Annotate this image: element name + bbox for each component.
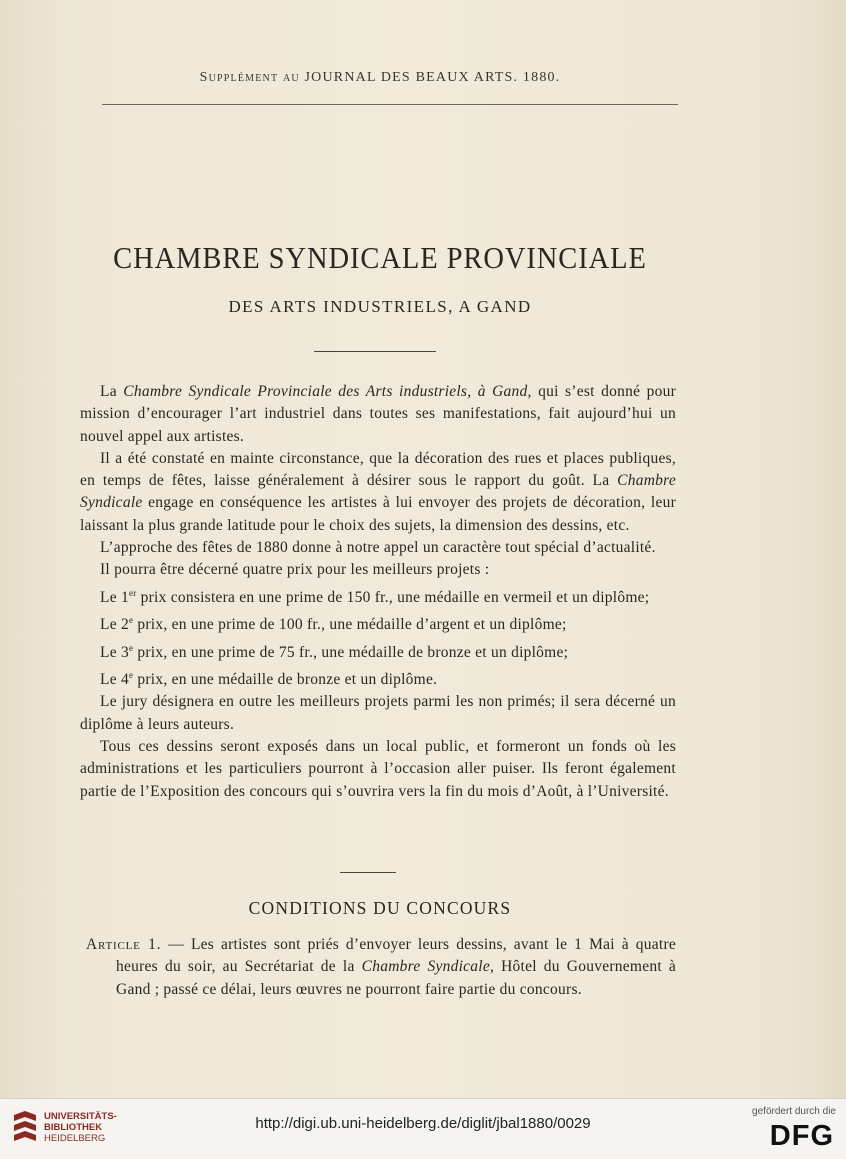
text-run: Le 4 xyxy=(100,671,129,689)
text-run: prix, en une médaille de bronze et un diplôme. xyxy=(133,671,438,689)
italic-text: Chambre Syndicale xyxy=(80,472,676,512)
library-name-line: HEIDELBERG xyxy=(44,1133,106,1144)
journal-name: JOURNAL DES BEAUX ARTS. xyxy=(304,70,519,85)
text-run: Il a été constaté en mainte circonstance, que la décoration des rues et places publiques, en temps de fêtes, laisse généralement à désirer sous le rapport du goût. La xyxy=(80,449,676,490)
section-heading: CONDITIONS DU CONCOURS xyxy=(248,898,512,918)
italic-text: Chambre Syndicale Provinciale des Arts industriels, à Gand, xyxy=(123,383,532,400)
article-label: Article 1. xyxy=(86,936,162,953)
text-run: engage en conséquence les artistes à lui envoyer des projets de décoration, leur laissant la plus grande latitude pour le choix des sujets, la dimension des dessins, etc. xyxy=(80,494,676,534)
viewer-footer xyxy=(0,1098,846,1159)
paragraph: Il pourra être décerné quatre prix pour les meilleurs projets : xyxy=(100,561,490,579)
funding-caption: gefördert durch die xyxy=(752,1106,836,1117)
page-subtitle: DES ARTS INDUSTRIELS, A GAND xyxy=(228,297,532,316)
supplement-label: Supplément au xyxy=(199,70,300,85)
library-name-line: UNIVERSITÄTS- xyxy=(44,1111,117,1122)
ordinal-suffix: er xyxy=(128,587,137,598)
ordinal-suffix: e xyxy=(128,670,134,681)
title-divider xyxy=(314,351,436,352)
library-name-line: BIBLIOTHEK xyxy=(44,1122,103,1133)
paragraph: Tous ces dessins seront exposés dans un local public, et formeront un fonds où les administrations et les particuliers pourront à l’occasion aller puiser. Ils feront également partie de l’Exposition des concours qui s’ouvrira vers la fin du mois d’Août, à l’Université. xyxy=(80,738,676,800)
running-header xyxy=(0,70,760,86)
paragraph xyxy=(80,448,676,537)
text-run: prix, en une prime de 75 fr., une médaille de bronze et un diplôme; xyxy=(133,643,569,661)
dfg-logo[interactable]: DFG xyxy=(769,1120,834,1152)
text-run: — Les artistes sont priés d’envoyer leurs dessins, avant le 1 Mai à quatre heures du soir, au Secrétariat de la xyxy=(116,936,677,976)
page-title: CHAMBRE SYNDICALE PROVINCIALE xyxy=(113,240,647,275)
body-text xyxy=(80,381,676,803)
text-run: Le 3 xyxy=(100,643,129,661)
text-run: qui s’est donné pour mission d’encourager l’art industriel dans toutes ses manifestations, fait aujourd’hui un nouvel appel aux artistes. xyxy=(80,383,676,445)
ordinal-suffix: e xyxy=(128,615,134,626)
text-run: La xyxy=(100,383,124,400)
prize-item xyxy=(80,664,676,691)
text-run: Le 2 xyxy=(100,616,129,634)
journal-year: 1880. xyxy=(522,70,561,85)
prize-item xyxy=(80,609,676,636)
text-run: , Hôtel du Gouvernement à Gand ; passé ce délai, leurs œuvres ne pourront faire partie du concours. xyxy=(116,958,676,998)
prize-item xyxy=(80,637,676,664)
article-1 xyxy=(86,934,676,1001)
section-divider xyxy=(340,872,396,873)
italic-text: Chambre Syndicale xyxy=(361,958,490,976)
paragraph: Le jury désignera en outre les meilleurs projets parmi les non primés; il sera décerné un diplôme à leurs auteurs. xyxy=(80,693,676,733)
prize-item xyxy=(80,582,676,609)
permalink-url[interactable]: http://digi.ub.uni-heidelberg.de/diglit/jbal1880/0029 xyxy=(255,1115,591,1132)
text-run: prix, en une prime de 100 fr., une médaille d’argent et un diplôme; xyxy=(133,616,567,634)
text-run: prix consistera en une prime de 150 fr., une médaille en vermeil et un diplôme; xyxy=(136,588,650,606)
header-rule xyxy=(102,104,678,105)
text-run: Le 1 xyxy=(100,588,129,606)
paragraph xyxy=(80,381,676,448)
paragraph: L’approche des fêtes de 1880 donne à notre appel un caractère tout spécial d’actualité. xyxy=(100,539,656,557)
ordinal-suffix: e xyxy=(128,642,134,653)
